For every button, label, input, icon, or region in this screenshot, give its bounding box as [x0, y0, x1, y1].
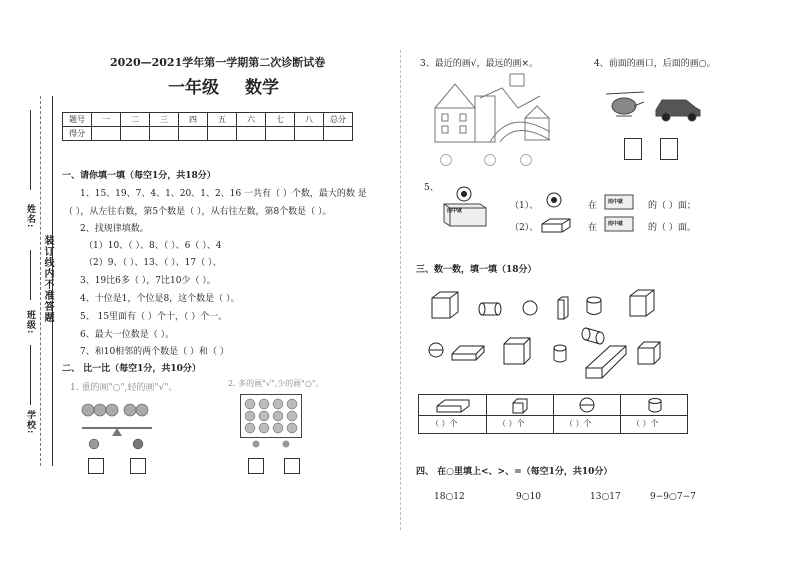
name-label: 姓名: — [25, 204, 35, 229]
answer-circle[interactable] — [440, 154, 452, 166]
box-icon-label-2: 雨中就 — [608, 221, 624, 227]
grade-label: 一年级 — [168, 78, 219, 98]
count-cell[interactable]: （ ）个 — [431, 419, 458, 428]
count-table — [418, 394, 688, 434]
fruit-grid-illustration — [240, 394, 302, 448]
solids-illustration — [426, 288, 686, 388]
score-header-cell: 题号 — [63, 113, 92, 127]
subject-label: 数学 — [245, 78, 279, 98]
section2-heading: 二、 比一比（每空1分，共10分） — [62, 364, 201, 374]
score-header-cell: 三 — [150, 113, 179, 127]
score-header-cell: 八 — [295, 113, 324, 127]
section3-heading: 三、数一数，填一填（18分） — [416, 265, 537, 275]
exam-title: 2020—2021学年第一学期第二次诊断试卷 — [110, 56, 326, 69]
compare-item[interactable]: 18○12 — [434, 492, 465, 502]
class-label: 班级: — [25, 310, 35, 335]
ball-icon — [546, 192, 562, 208]
score-header-cell: 总分 — [324, 113, 353, 127]
section4-heading: 四、 在○里填上<、>、=（每空1分，共10分） — [416, 467, 613, 477]
score-cell[interactable] — [237, 127, 266, 141]
school-blank[interactable] — [30, 345, 31, 405]
q1-line2: （ ），从左往右数，第5个数是（ ），从右往左数，第8个数是（ ）。 — [64, 207, 332, 217]
q1-line1: 1、15、19、7、4、1、20、1、2、16 一共有（ ）个数，最大的数 是 — [80, 189, 367, 199]
column-divider — [400, 50, 401, 530]
right-q3: 3、最近的画√，最远的画×。 — [420, 59, 539, 69]
q2-a: （1）10、（ ）、8、（ ）、6（ ）、4 — [84, 241, 222, 251]
q5-line1-suffix: 的（ ）面； — [648, 201, 696, 211]
box-icon-label: 雨中就 — [608, 199, 624, 205]
answer-box[interactable] — [284, 458, 300, 474]
q5-line1-in: 在 — [588, 201, 598, 211]
score-cell[interactable] — [266, 127, 295, 141]
right-q5-num: 5、 — [424, 183, 439, 193]
right-q4: 4、前面的画口，后面的画○。 — [594, 59, 716, 69]
q4-text: 4、十位是1，个位是8，这个数是（ ）。 — [80, 294, 240, 304]
q6-text: 6、最大一位数是（ ）。 — [80, 330, 175, 340]
cuboid-icon — [540, 216, 572, 234]
answer-box[interactable] — [660, 138, 678, 160]
section1-heading: 一、请你填一填（每空1分，共18分） — [62, 171, 216, 181]
score-cell[interactable] — [179, 127, 208, 141]
ball-icon — [579, 397, 596, 414]
q5-line2-prefix: （2）、 — [510, 223, 539, 233]
vehicles-illustration — [604, 88, 704, 124]
score-header-cell: 二 — [121, 113, 150, 127]
section2-q1: 1. 重的画"○",轻的画"√"。 — [70, 383, 178, 393]
score-cell[interactable] — [121, 127, 150, 141]
box-label: 雨中就 — [447, 208, 463, 214]
count-cell[interactable]: （ ）个 — [565, 419, 592, 428]
answer-box[interactable] — [624, 138, 642, 160]
q5-text: 5、 15里面有（ ）个十，（ ）个一。 — [80, 312, 228, 322]
q7-text: 7、和10相邻的两个数是（ ）和（ ） — [80, 347, 229, 357]
score-cell[interactable] — [92, 127, 121, 141]
answer-circle[interactable] — [484, 154, 496, 166]
compare-item[interactable]: 13○17 — [590, 492, 621, 502]
score-row-label: 得分 — [63, 127, 92, 141]
q3-text: 3、19比6多（ ），7比10少（ ）。 — [80, 276, 216, 286]
score-header-cell: 一 — [92, 113, 121, 127]
cylinder-icon — [647, 397, 663, 414]
score-cell[interactable] — [150, 127, 179, 141]
score-cell[interactable] — [324, 127, 353, 141]
score-cell[interactable] — [208, 127, 237, 141]
compare-item[interactable]: 9−9○7−7 — [650, 492, 696, 502]
score-header-cell: 五 — [208, 113, 237, 127]
score-table — [62, 112, 353, 141]
school-label: 学校: — [25, 410, 35, 435]
q2-text: 2、找规律填数。 — [80, 224, 149, 234]
houses-illustration — [430, 68, 560, 152]
answer-box[interactable] — [130, 458, 146, 474]
cube-icon — [511, 397, 529, 414]
score-cell[interactable] — [295, 127, 324, 141]
cuboid-icon — [433, 398, 473, 414]
answer-box[interactable] — [88, 458, 104, 474]
count-cell[interactable]: （ ）个 — [632, 419, 659, 428]
q5-line2-in: 在 — [588, 223, 598, 233]
seal-notice: 装订线内不准答题 — [42, 235, 53, 323]
score-header-cell: 七 — [266, 113, 295, 127]
q5-line1-prefix: （1）、 — [510, 201, 539, 211]
answer-box[interactable] — [248, 458, 264, 474]
name-blank[interactable] — [30, 110, 31, 190]
answer-circle[interactable] — [520, 154, 532, 166]
class-blank[interactable] — [30, 250, 31, 300]
section2-q2: 2. 多的画"√",少的画"○"。 — [228, 379, 324, 388]
compare-item[interactable]: 9○10 — [516, 492, 542, 502]
q5-line2-suffix: 的（ ）面。 — [648, 223, 696, 233]
q2-b: （2）9、（ ）、13、（ ）、17（ ）、 — [84, 258, 222, 268]
score-header-cell: 四 — [179, 113, 208, 127]
score-header-cell: 六 — [237, 113, 266, 127]
count-cell[interactable]: （ ）个 — [498, 419, 525, 428]
